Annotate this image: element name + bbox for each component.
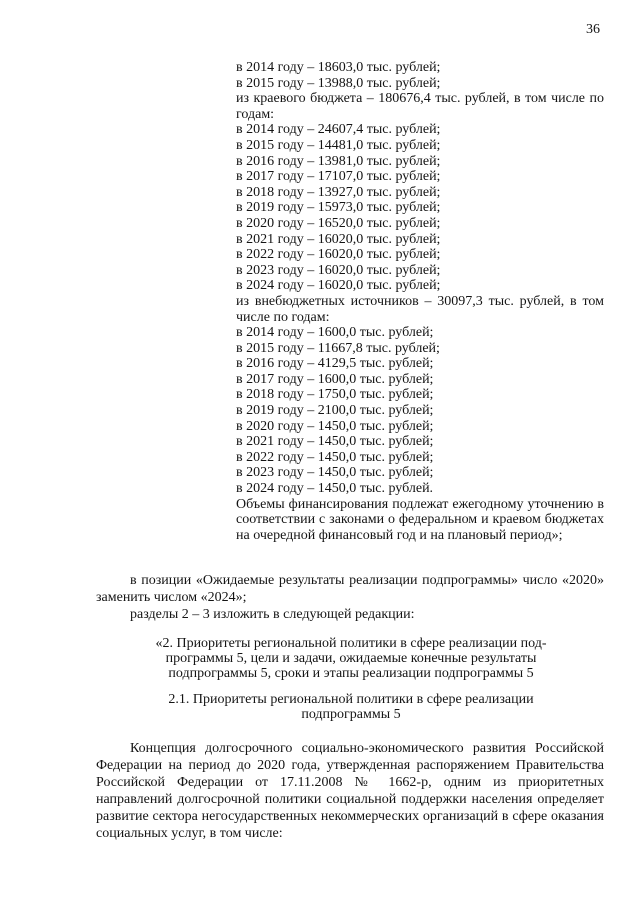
- sections-paragraph: разделы 2 – 3 изложить в следующей редакции:: [130, 607, 415, 622]
- extrabudget-line: в 2014 году – 1600,0 тыс. рублей;: [236, 325, 434, 341]
- extrabudget-line: в 2023 году – 1450,0 тыс. рублей;: [236, 465, 434, 481]
- regional-budget-intro: из краевого бюджета – 180676,4 тыс. рублей, в том числе по годам:: [236, 91, 604, 122]
- extrabudget-line: в 2018 году – 1750,0 тыс. рублей;: [236, 387, 434, 403]
- regional-line: в 2014 году – 24607,4 тыс. рублей;: [236, 122, 441, 138]
- subsection-heading-line: 2.1. Приоритеты региональной политики в сфере реализации: [168, 692, 534, 707]
- concept-paragraph: Концепция долгосрочного социально-экономического развития Российской Федерации на период до 2020 года, утвержденная распоряжением Правительства Российской Федерации от 17.11.2008 № 1662-р, одним из приоритетных направлений долгосрочной политики социальной поддержки населения определяет развитие сектора негосударственных некоммерческих организаций в сфере оказания социальных услуг, в том числе:: [96, 741, 604, 841]
- regional-line: в 2022 году – 16020,0 тыс. рублей;: [236, 247, 441, 263]
- funding-line: в 2015 году – 13988,0 тыс. рублей;: [236, 75, 441, 91]
- regional-line: в 2015 году – 14481,0 тыс. рублей;: [236, 137, 441, 153]
- extrabudget-line: в 2021 году – 1450,0 тыс. рублей;: [236, 434, 434, 450]
- page-number: 36: [586, 22, 600, 37]
- extrabudget-line: в 2020 году – 1450,0 тыс. рублей;: [236, 418, 434, 434]
- section-heading-line: программы 5, цели и задачи, ожидаемые конечные результаты: [165, 651, 537, 666]
- regional-line: в 2016 году – 13981,0 тыс. рублей;: [236, 153, 441, 169]
- funding-line: в 2014 году – 18603,0 тыс. рублей;: [236, 60, 441, 75]
- subsection-heading-line: подпрограммы 5: [301, 707, 401, 722]
- funding-block: [236, 60, 604, 543]
- extrabudget-line: в 2024 году – 1450,0 тыс. рублей.: [236, 481, 434, 497]
- regional-line: в 2019 году – 15973,0 тыс. рублей;: [236, 200, 441, 216]
- extrabudget-line: в 2017 году – 1600,0 тыс. рублей;: [236, 371, 434, 387]
- extrabudget-line: в 2022 году – 1450,0 тыс. рублей;: [236, 449, 434, 465]
- section-heading-line: подпрограммы 5, сроки и этапы реализации подпрограммы 5: [168, 666, 534, 681]
- subsection-heading: [120, 692, 582, 722]
- regional-line: в 2020 году – 16520,0 тыс. рублей;: [236, 215, 441, 231]
- section-heading: [120, 636, 582, 681]
- regional-line: в 2024 году – 16020,0 тыс. рублей;: [236, 278, 441, 294]
- section-heading-line: «2. Приоритеты региональной политики в сфере реализации под-: [155, 636, 547, 651]
- regional-line: в 2021 году – 16020,0 тыс. рублей;: [236, 231, 441, 247]
- extrabudget-line: в 2019 году – 2100,0 тыс. рублей;: [236, 403, 434, 419]
- expected-results-paragraph: в позиции «Ожидаемые результаты реализации подпрограммы» число «2020» заменить числом «2024»;: [96, 573, 604, 605]
- extrabudget-intro: из внебюджетных источников – 30097,3 тыс. рублей, в том числе по годам:: [236, 293, 604, 325]
- regional-line: в 2017 году – 17107,0 тыс. рублей;: [236, 169, 441, 185]
- extrabudget-line: в 2016 году – 4129,5 тыс. рублей;: [236, 356, 434, 372]
- funding-closing-note: Объемы финансирования подлежат ежегодному уточнению в соответствии с законами о федеральном и краевом бюджетах на очередной финансовый год и на плановый период»;: [236, 496, 604, 543]
- regional-line: в 2018 году – 13927,0 тыс. рублей;: [236, 184, 441, 200]
- regional-line: в 2023 году – 16020,0 тыс. рублей;: [236, 262, 441, 278]
- extrabudget-line: в 2015 году – 11667,8 тыс. рублей;: [236, 340, 440, 356]
